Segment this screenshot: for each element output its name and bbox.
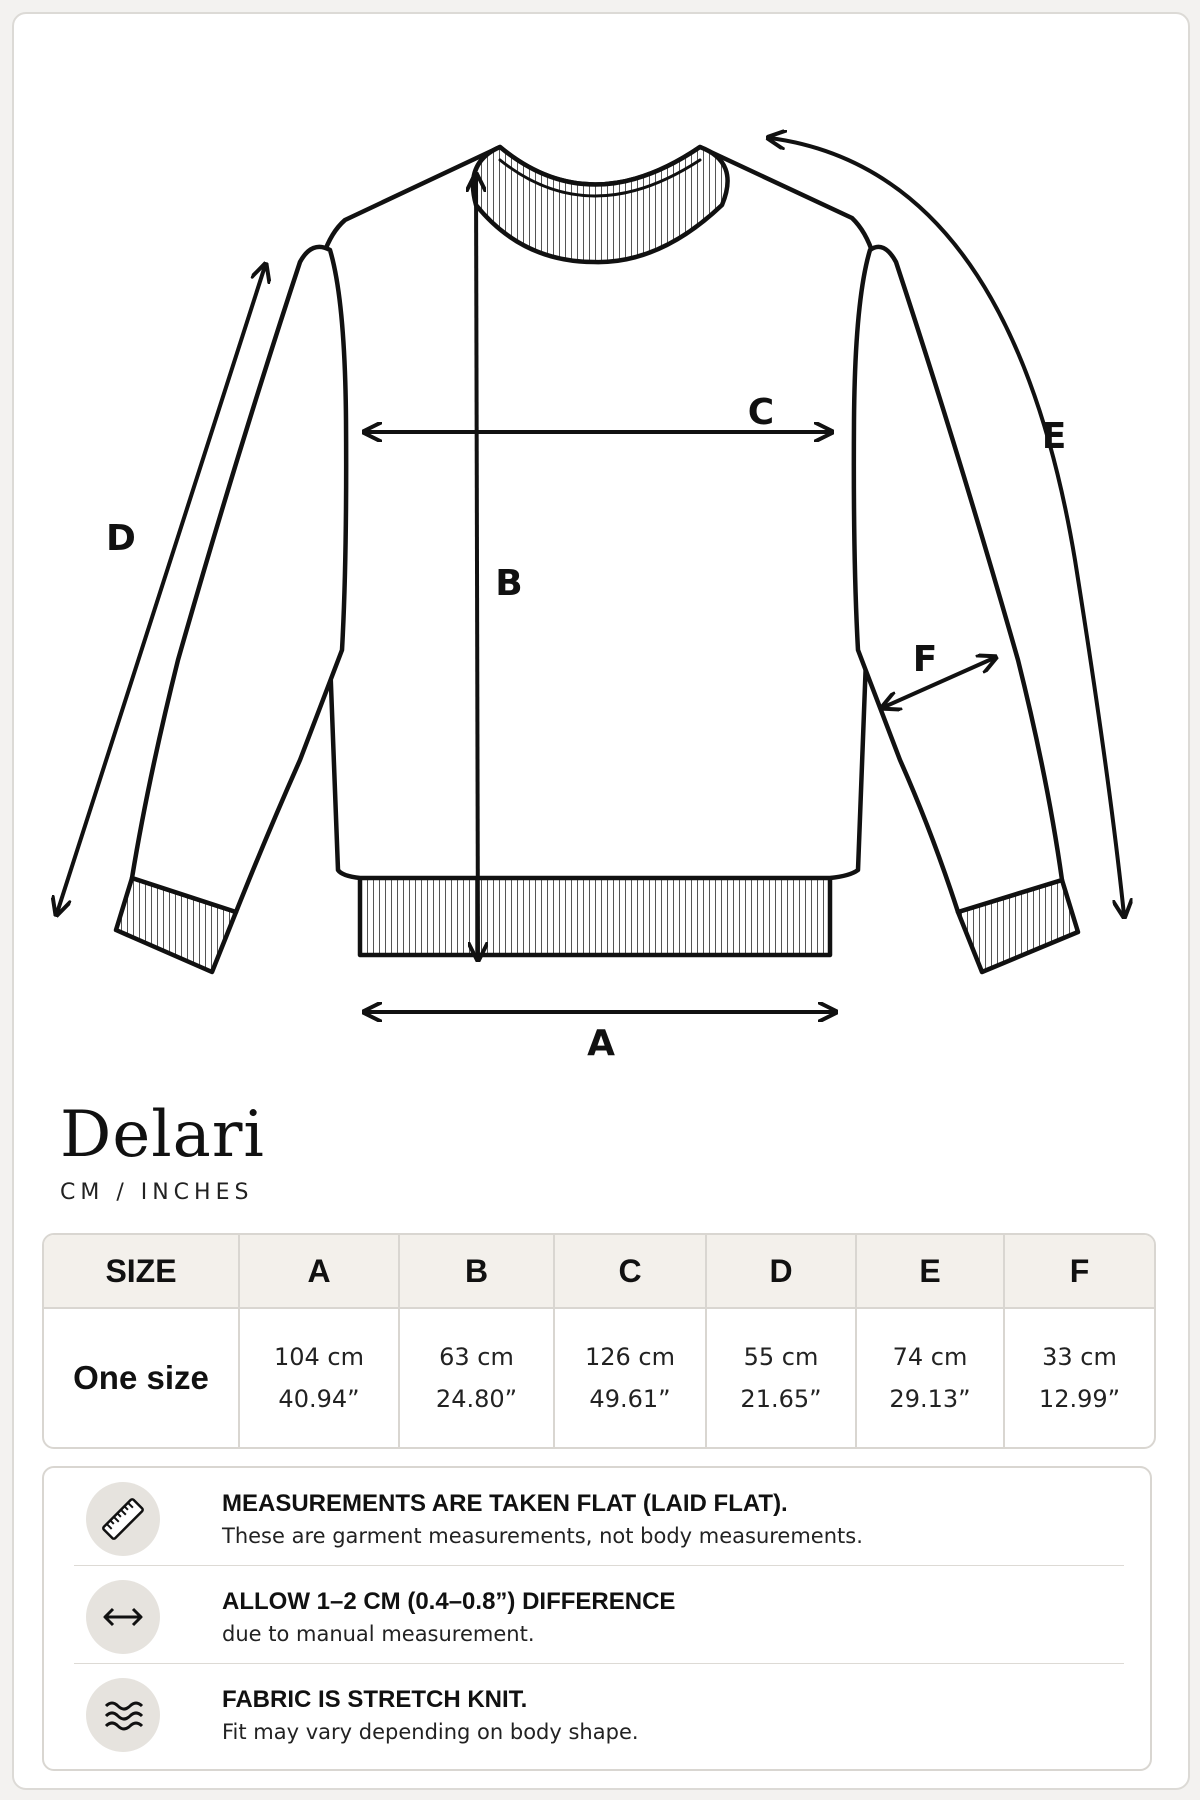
note-text: Fit may vary depending on body shape. (222, 1720, 639, 1744)
header-d: D (707, 1235, 857, 1307)
arrow-b (476, 176, 478, 958)
value-cm: 74 cm (892, 1343, 968, 1371)
label-a: A (587, 1023, 615, 1064)
label-e: E (1041, 416, 1067, 457)
note-title: FABRIC IS STRETCH KNIT. (222, 1686, 528, 1713)
label-d: D (106, 518, 136, 559)
value-cell-d (707, 1309, 857, 1447)
right-sleeve (854, 247, 1062, 912)
value-cell-f (1005, 1309, 1154, 1447)
sweater-outline (116, 147, 1078, 972)
header-b: B (400, 1235, 555, 1307)
size-cell (44, 1309, 240, 1447)
hem-rib (360, 875, 830, 955)
header-e: E (857, 1235, 1005, 1307)
value-cell-c (555, 1309, 707, 1447)
value-cell-a (240, 1309, 400, 1447)
waves-icon (86, 1678, 160, 1752)
header-c: C (555, 1235, 707, 1307)
header-f: F (1069, 1252, 1090, 1289)
value-in: 24.80” (435, 1385, 518, 1413)
size-table (42, 1233, 1156, 1449)
double-arrow-icon (86, 1580, 160, 1654)
value-cm: 63 cm (439, 1343, 514, 1371)
product-title: Delari (60, 1098, 265, 1172)
unit-label: CM / INCHES (60, 1180, 254, 1205)
value-in: 49.61” (589, 1385, 671, 1413)
value-in: 29.13” (889, 1385, 971, 1413)
value-in: 40.94” (278, 1385, 360, 1413)
note-item (74, 1468, 1124, 1566)
value-in: 12.99” (1038, 1385, 1121, 1413)
value-cm: 33 cm (1042, 1343, 1117, 1371)
header-a: A (240, 1235, 400, 1307)
table-header-row (44, 1235, 1154, 1309)
label-f: F (912, 639, 938, 680)
value-cell-b (400, 1309, 555, 1447)
note-title: ALLOW 1–2 CM (0.4–0.8”) DIFFERENCE (222, 1588, 676, 1615)
notes-panel (42, 1466, 1152, 1771)
value-cell-e (857, 1309, 1005, 1447)
note-text: These are garment measurements, not body measurements. (222, 1524, 863, 1548)
ruler-icon (86, 1482, 160, 1556)
note-text: due to manual measurement. (222, 1622, 535, 1646)
label-c: C (747, 392, 775, 433)
table-row (44, 1309, 1154, 1447)
label-b: B (495, 563, 523, 604)
value-cm: 104 cm (273, 1343, 364, 1371)
value-cm: 126 cm (584, 1343, 675, 1371)
note-title: MEASUREMENTS ARE TAKEN FLAT (LAID FLAT). (222, 1490, 788, 1517)
value-in: 21.65” (740, 1385, 822, 1413)
size-name: One size (73, 1359, 209, 1396)
note-item (74, 1566, 1124, 1664)
value-cm: 55 cm (743, 1343, 819, 1371)
note-item (74, 1664, 1124, 1761)
header-size: SIZE (44, 1235, 240, 1307)
